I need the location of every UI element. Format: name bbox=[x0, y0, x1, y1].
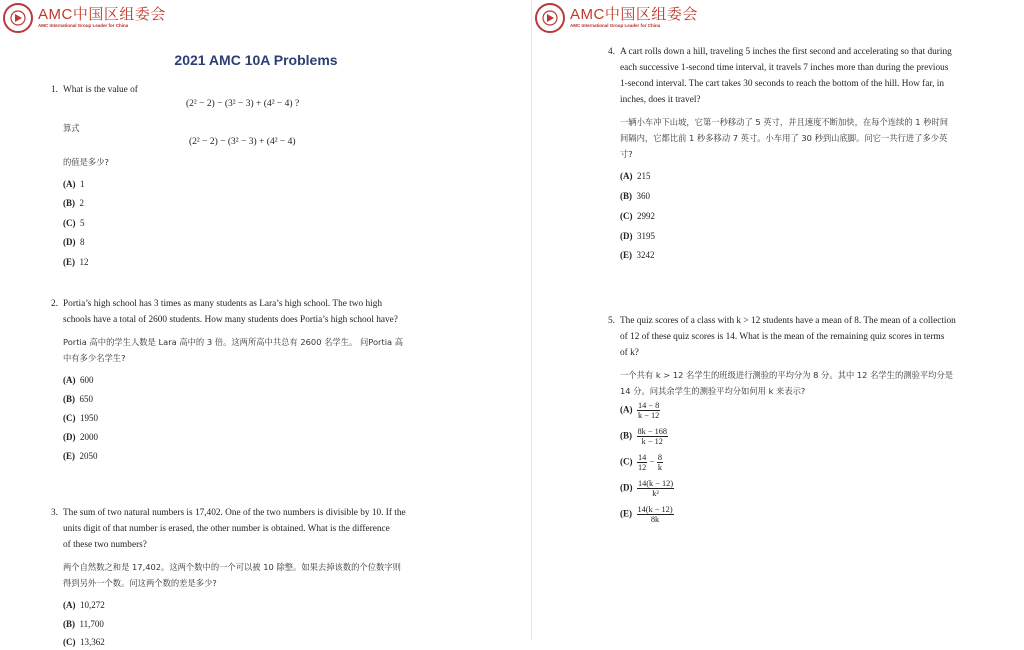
answer-option-c[interactable]: (C) 1950 bbox=[63, 413, 98, 423]
question-5 bbox=[608, 313, 1018, 543]
question-text-zh: Portia 高中的学生人数是 Lara 高中的 3 倍。这两所高中共总有 2600 名学生。 问Portia 高 bbox=[63, 337, 404, 347]
answer-option-d[interactable]: (D) 3195 bbox=[620, 231, 655, 241]
brand-name: AMC中国区组委会 bbox=[38, 6, 166, 23]
fraction: $\frac{8}{k}$ bbox=[657, 453, 663, 472]
question-text: A cart rolls down a hill, traveling 5 inches the first second and accelerating so that during bbox=[620, 47, 952, 57]
logo-emblem-icon bbox=[3, 3, 33, 33]
question-text: each successive 1-second time interval, it travels 7 inches more than during the previous bbox=[620, 63, 949, 73]
question-text: The quiz scores of a class with k > 12 students have a mean of 8. The mean of a collection bbox=[620, 316, 956, 326]
question-text-zh: 寸? bbox=[620, 149, 633, 159]
question-4 bbox=[608, 44, 1018, 264]
brand-name: AMC中国区组委会 bbox=[570, 6, 698, 23]
question-text-zh: 一辆小车冲下山坡，它第一秒移动了 5 英寸，并且速度不断加快，在每个连续的 1 秒时间 bbox=[620, 117, 949, 127]
answer-option-a[interactable]: (A) 600 bbox=[63, 375, 94, 385]
page-right bbox=[532, 0, 1024, 640]
page-left bbox=[0, 0, 512, 647]
answer-option-a[interactable]: (A) 1 bbox=[63, 179, 85, 189]
brand-logo bbox=[3, 3, 166, 33]
page-gutter bbox=[512, 0, 532, 640]
question-text-zh: 算式 bbox=[63, 123, 80, 133]
answer-option-c[interactable]: (C) 13,362 bbox=[63, 637, 105, 647]
fraction: $\frac{14 - 8}{k - 12}$ bbox=[638, 401, 660, 420]
answer-option-b[interactable]: (B) 360 bbox=[620, 191, 650, 201]
answer-option-b[interactable]: (B) 2 bbox=[63, 198, 84, 208]
answer-option-b[interactable]: (B) $\frac{8k - 168}{k - 12}$ bbox=[620, 427, 668, 446]
answer-option-d[interactable]: (D) 8 bbox=[63, 237, 85, 247]
math-expression: (2² − 2) − (3² − 3) + (4² − 4) ? bbox=[186, 99, 300, 109]
question-2 bbox=[51, 296, 471, 466]
answer-option-e[interactable]: (E) 2050 bbox=[63, 451, 98, 461]
question-number: 4. bbox=[608, 47, 615, 57]
question-number: 1. bbox=[51, 85, 58, 95]
answer-option-e[interactable]: (E) 3242 bbox=[620, 250, 655, 260]
answer-option-a[interactable]: (A) 215 bbox=[620, 171, 651, 181]
question-text-zh: 得到另外一个数。问这两个数的差是多少? bbox=[63, 578, 217, 588]
answer-option-d[interactable]: (D) $\frac{14(k - 12)}{\text{k²}}$ bbox=[620, 479, 674, 498]
answer-option-c[interactable]: (C) 5 bbox=[63, 218, 85, 228]
question-text-zh: 一个共有 k > 12 名学生的班级进行测验的平均分为 8 分。其中 12 名学生的测验平均分是 bbox=[620, 370, 954, 380]
document-title: 2021 AMC 10A Problems bbox=[174, 52, 338, 68]
fraction: $\frac{14}{12}$ bbox=[638, 453, 647, 472]
question-number: 3. bbox=[51, 508, 58, 518]
logo-emblem-icon bbox=[535, 3, 565, 33]
answer-option-e[interactable]: (E) $\frac{14(k - 12)}{8k}$ bbox=[620, 505, 673, 524]
brand-logo bbox=[535, 3, 698, 33]
question-text: units digit of that number is erased, the other number is obtained. What is the difference bbox=[63, 524, 390, 534]
question-3 bbox=[51, 505, 471, 647]
question-text: What is the value of bbox=[63, 85, 138, 95]
brand-tagline: AMC International Group Leader for China bbox=[38, 23, 129, 28]
question-1 bbox=[51, 82, 471, 282]
answer-option-d[interactable]: (D) 2000 bbox=[63, 432, 98, 442]
answer-option-c[interactable]: (C) 2992 bbox=[620, 211, 655, 221]
answer-option-c[interactable]: (C) $\frac{14}{12}$ − $\frac{8}{k}$ bbox=[620, 453, 663, 472]
question-text-zh: 的值是多少? bbox=[63, 157, 109, 167]
question-text-zh: 中有多少名学生? bbox=[63, 353, 126, 363]
fraction: $\frac{14(k - 12)}{\text{k²}}$ bbox=[638, 479, 674, 498]
question-text: of k? bbox=[620, 348, 639, 358]
question-text: The sum of two natural numbers is 17,402. One of the two numbers is divisible by 10. If the bbox=[63, 508, 406, 518]
question-number: 5. bbox=[608, 316, 615, 326]
question-text: inches, does it travel? bbox=[620, 95, 701, 105]
question-text-zh: 14 分。问其余学生的测验平均分如何用 k 来表示? bbox=[620, 386, 806, 396]
question-text: of these two numbers? bbox=[63, 540, 147, 550]
answer-option-e[interactable]: (E) 12 bbox=[63, 257, 89, 267]
answer-option-a[interactable]: (A) $\frac{14 - 8}{k - 12}$ bbox=[620, 401, 660, 420]
question-text: schools have a total of 2600 students. How many students does Portia’s high school have? bbox=[63, 315, 398, 325]
question-text: 1-second interval. The cart takes 30 seconds to reach the bottom of the hill. How far, in bbox=[620, 79, 944, 89]
math-expression-zh: (2² − 2) − (3² − 3) + (4² − 4) bbox=[189, 137, 296, 147]
answer-option-a[interactable]: (A) 10,272 bbox=[63, 600, 105, 610]
answer-option-b[interactable]: (B) 11,700 bbox=[63, 619, 104, 629]
fraction: $\frac{14(k - 12)}{8k}$ bbox=[637, 505, 673, 524]
answer-option-b[interactable]: (B) 650 bbox=[63, 394, 93, 404]
question-text: of 12 of these quiz scores is 14. What is the mean of the remaining quiz scores in terms bbox=[620, 332, 945, 342]
question-text: Portia’s high school has 3 times as many students as Lara’s high school. The two high bbox=[63, 299, 382, 309]
question-number: 2. bbox=[51, 299, 58, 309]
question-text-zh: 两个自然数之和是 17,402。这两个数中的一个可以被 10 除整。如果去掉该数的个位数字则 bbox=[63, 562, 401, 572]
brand-tagline: AMC International Group Leader for China bbox=[570, 23, 661, 28]
fraction: $\frac{8k - 168}{k - 12}$ bbox=[637, 427, 668, 446]
question-text-zh: 间隔内，它都比前 1 秒多移动 7 英寸。小车用了 30 秒到山底脚。问它一共行进了多少英 bbox=[620, 133, 948, 143]
